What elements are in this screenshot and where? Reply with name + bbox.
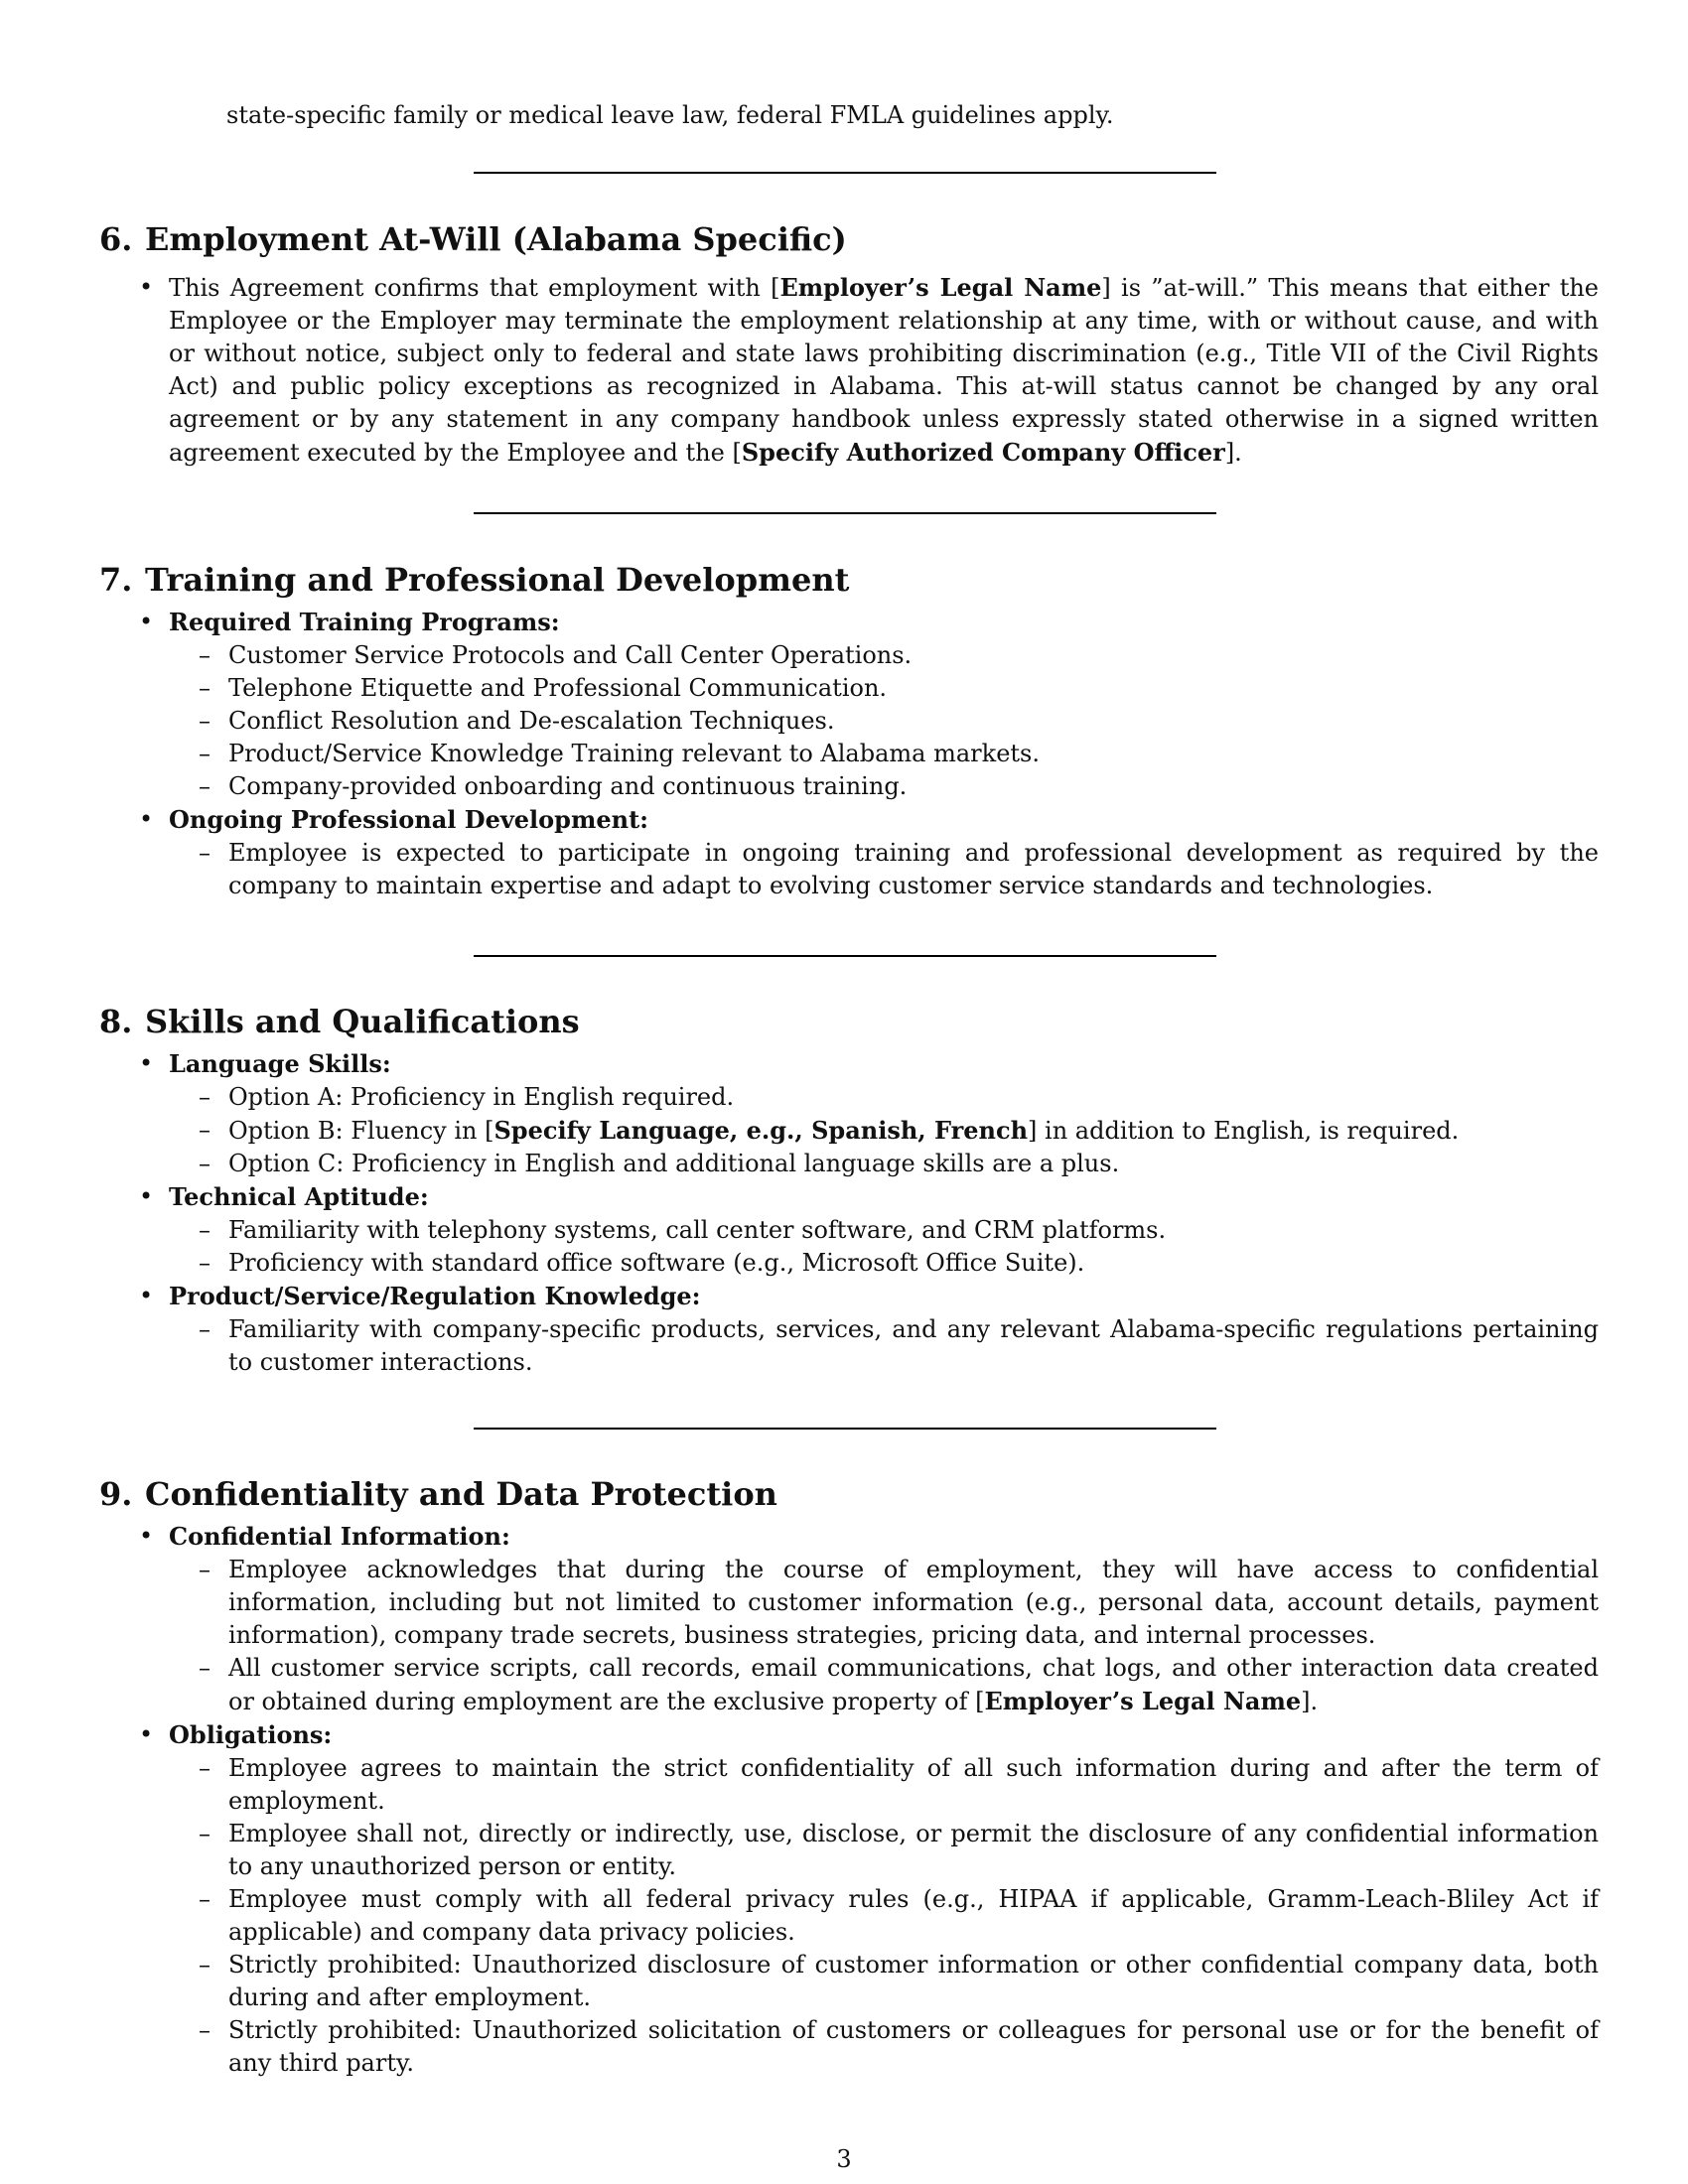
dash-icon: – [199, 740, 211, 767]
section-7 [99, 560, 1599, 902]
bullet-icon: • [139, 1282, 154, 1309]
sub-list-item [169, 2014, 1599, 2080]
section-title: Skills and Qualifications [145, 1003, 580, 1040]
sub-list [169, 639, 1599, 803]
sub-list [169, 1081, 1599, 1180]
section-divider [474, 955, 1216, 957]
bullet-list [99, 271, 1599, 470]
text-run: Employee acknowledges that during the course of employment, they will have access to confidential information, including but not limited to customer information (e.g., personal data, account details, payment information), company trade secrets, business strategies, pricing data, and internal processes. [228, 1556, 1599, 1649]
dash-icon: – [199, 1083, 211, 1111]
section-heading [99, 219, 1599, 259]
section-8 [99, 1002, 1599, 1379]
text-run: All customer service scripts, call records, email communications, chat logs, and other interaction data created or obtained during employment are the exclusive property of [ [228, 1654, 1599, 1715]
subheading: Confidential Information: [169, 1522, 510, 1551]
section-title: Training and Professional Development [145, 561, 850, 599]
bullet-icon: • [139, 805, 154, 833]
list-item [99, 1180, 1599, 1280]
sub-list-item [169, 1313, 1599, 1379]
subheading: Product/Service/Regulation Knowledge: [169, 1282, 701, 1310]
section-divider [474, 1428, 1216, 1430]
bullet-icon: • [139, 1182, 154, 1210]
list-item [99, 1520, 1599, 1718]
section-9 [99, 1474, 1599, 2080]
dash-icon: – [199, 1754, 211, 1782]
dash-icon: – [199, 674, 211, 702]
sub-list [169, 1554, 1599, 1718]
text-run: Employee agrees to maintain the strict confidentiality of all such information during and after the term of employment. [228, 1754, 1599, 1815]
list-item [99, 1280, 1599, 1379]
list-item [99, 1047, 1599, 1180]
bullet-icon: • [139, 1049, 154, 1077]
text-run: ] is ”at-will.” This means that either the Employee or the Employer may terminate the employment relationship at any time, with or without cause, and with or without notice, subject only to federal and state laws prohibiting discrimination (e.g., Title VII of the Civil Rights Act) and public policy exceptions as recognized in Alabama. This at-will status cannot be changed by any oral agreement or by any statement in any company handbook unless expressly stated otherwise in a signed written agreement executed by the Employee and the [ [169, 274, 1600, 467]
dash-icon: – [199, 641, 211, 669]
dash-icon: – [199, 1216, 211, 1244]
dash-icon: – [199, 839, 211, 867]
section-title: Employment At-Will (Alabama Specific) [145, 220, 847, 258]
text-run: Conflict Resolution and De-escalation Techniques. [228, 707, 835, 735]
text-run: Strictly prohibited: Unauthorized solicitation of customers or colleagues for personal use or for the benefit of any third party. [228, 2016, 1599, 2077]
bullet-icon: • [139, 1720, 154, 1748]
bullet-icon: • [139, 608, 154, 635]
dash-icon: – [199, 1315, 211, 1343]
text-run: Employee is expected to participate in ongoing training and professional development as required by the company to maintain expertise and adapt to evolving customer service standards and technologies. [228, 839, 1599, 899]
text-run: Employee shall not, directly or indirectly, use, disclose, or permit the disclosure of any confidential information to any unauthorized person or entity. [228, 1820, 1599, 1880]
section-divider [474, 512, 1216, 514]
text-run: Familiarity with telephony systems, call center software, and CRM platforms. [228, 1216, 1167, 1244]
dash-icon: – [199, 1820, 211, 1847]
dash-icon: – [199, 1150, 211, 1177]
sub-list-item [169, 770, 1599, 803]
sub-list-item [169, 1949, 1599, 2014]
sub-list-item [169, 639, 1599, 672]
subheading: Required Training Programs: [169, 608, 560, 636]
text-run: Option B: Fluency in [ [228, 1117, 494, 1145]
sub-list [169, 1752, 1599, 2080]
continuation-text: state-specific family or medical leave law, federal FMLA guidelines apply. [226, 101, 1114, 129]
text-run: Customer Service Protocols and Call Center Operations. [228, 641, 913, 669]
bullet-icon: • [139, 273, 154, 301]
sub-list-item [169, 1652, 1599, 1718]
section-6 [99, 219, 1599, 470]
text-run: Proficiency with standard office software (e.g., Microsoft Office Suite). [228, 1249, 1085, 1277]
text-run: Strictly prohibited: Unauthorized disclosure of customer information or other confidential company data, both during and after employment. [228, 1951, 1599, 2011]
section-number: 7. [99, 561, 133, 599]
section-heading [99, 560, 1599, 600]
sub-list [169, 1214, 1599, 1280]
dash-icon: – [199, 707, 211, 735]
dash-icon: – [199, 1885, 211, 1913]
sub-list-item [169, 1214, 1599, 1247]
section-divider [474, 172, 1216, 174]
dash-icon: – [199, 1556, 211, 1583]
dash-icon: – [199, 1654, 211, 1682]
sub-list-item [169, 1883, 1599, 1949]
text-run: ]. [1224, 439, 1242, 467]
section-number: 9. [99, 1475, 133, 1513]
sub-list-item [169, 705, 1599, 738]
page-number: 3 [836, 2145, 852, 2173]
bullet-icon: • [139, 1522, 154, 1550]
sub-list-item [169, 1247, 1599, 1280]
subheading: Language Skills: [169, 1049, 391, 1078]
section-title: Confidentiality and Data Protection [145, 1475, 777, 1513]
dash-icon: – [199, 2016, 211, 2044]
text-run: Option A: Proficiency in English required. [228, 1083, 735, 1111]
list-item [99, 803, 1599, 902]
text-run: Option C: Proficiency in English and additional language skills are a plus. [228, 1150, 1120, 1177]
subheading: Technical Aptitude: [169, 1182, 429, 1211]
sub-list-item [169, 1148, 1599, 1180]
list-item [99, 271, 1599, 470]
placeholder-field: Specify Language, e.g., Spanish, French [493, 1116, 1029, 1145]
subheading: Obligations: [169, 1720, 333, 1749]
text-run: ] in addition to English, is required. [1028, 1117, 1460, 1145]
sub-list [169, 837, 1599, 902]
text-run: Telephone Etiquette and Professional Communication. [228, 674, 888, 702]
text-run: Employee must comply with all federal privacy rules (e.g., HIPAA if applicable, Gramm-Leach-Bliley Act if applicable) and company data privacy policies. [228, 1885, 1599, 1946]
sub-list-item [169, 738, 1599, 770]
bullet-list [99, 606, 1599, 902]
sub-list-item [169, 1114, 1599, 1148]
bullet-list [99, 1047, 1599, 1379]
dash-icon: – [199, 1249, 211, 1277]
section-number: 8. [99, 1003, 133, 1040]
text-run: Company-provided onboarding and continuous training. [228, 772, 908, 800]
sub-list-item [169, 837, 1599, 902]
placeholder-field: Employer’s Legal Name [779, 273, 1102, 302]
sub-list-item [169, 1818, 1599, 1883]
dash-icon: – [199, 1951, 211, 1979]
sub-list [169, 1313, 1599, 1379]
dash-icon: – [199, 772, 211, 800]
placeholder-field: Employer’s Legal Name [984, 1687, 1302, 1715]
list-item [99, 1718, 1599, 2080]
text-run: ]. [1301, 1688, 1319, 1715]
list-item [99, 606, 1599, 803]
subheading: Ongoing Professional Development: [169, 805, 649, 834]
text-run: This Agreement confirms that employment with [ [169, 274, 780, 302]
sub-list-item [169, 1554, 1599, 1652]
dash-icon: – [199, 1116, 211, 1144]
sub-list-item [169, 1081, 1599, 1114]
section-heading [99, 1474, 1599, 1514]
text-run: Product/Service Knowledge Training relevant to Alabama markets. [228, 740, 1040, 767]
text-run: Familiarity with company-specific products, services, and any relevant Alabama-specific regulations pertaining to customer interactions. [228, 1315, 1599, 1376]
sub-list-item [169, 1752, 1599, 1818]
sub-list-item [169, 672, 1599, 705]
bullet-list [99, 1520, 1599, 2080]
section-heading [99, 1002, 1599, 1041]
placeholder-field: Specify Authorized Company Officer [741, 438, 1225, 467]
section-number: 6. [99, 220, 133, 258]
